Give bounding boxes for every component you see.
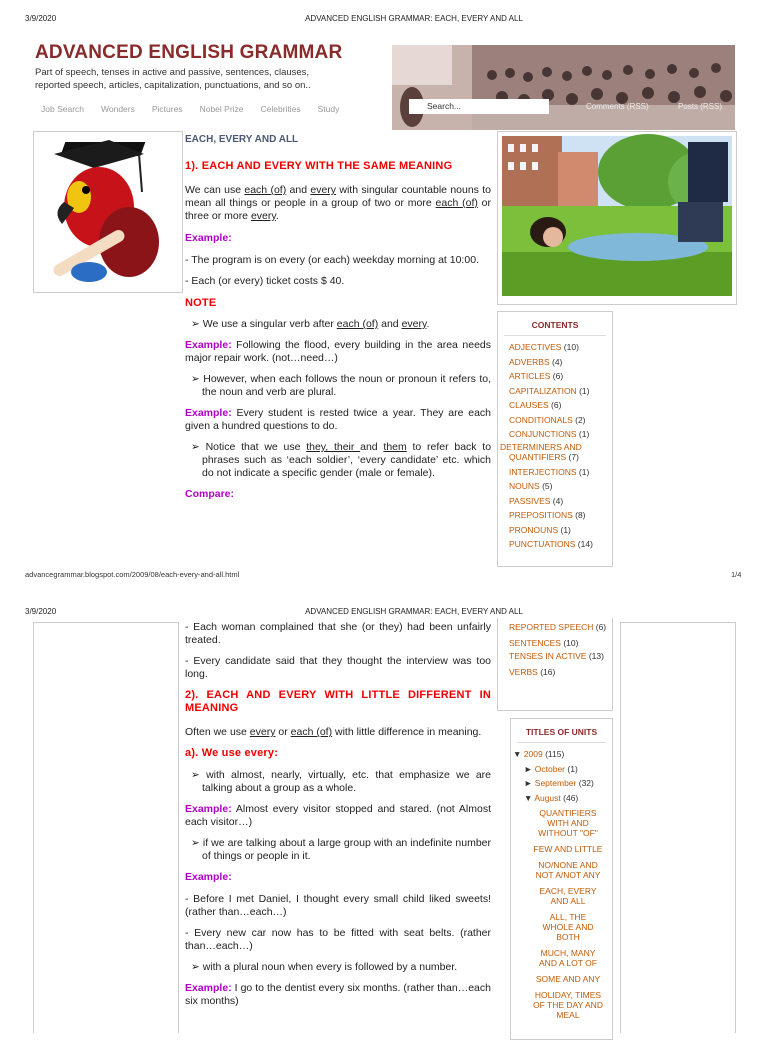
- example-label: Example:: [185, 871, 232, 883]
- archive-month-count: (1): [565, 763, 578, 774]
- nav-celebrities[interactable]: Celebrities: [260, 104, 301, 114]
- contents-item-count: (4): [550, 495, 564, 506]
- archive-post-link[interactable]: FEW AND LITTLE: [533, 844, 603, 854]
- archive-month-label[interactable]: September: [534, 778, 577, 788]
- archive-post-link[interactable]: ALL, THE WHOLE AND BOTH: [542, 912, 594, 942]
- print-date: 3/9/2020: [25, 607, 57, 616]
- contents-item[interactable]: [509, 636, 612, 651]
- example-text: - Every candidate said that they thought the interview was too long.: [185, 655, 491, 680]
- bullet-item: ➢ with a plural noun when every is followed by a number.: [191, 961, 458, 973]
- contents-item-count: (13): [586, 650, 604, 661]
- section-heading-1: 1). EACH AND EVERY WITH THE SAME MEANING: [185, 160, 453, 172]
- archive-posts: [513, 808, 612, 1020]
- contents-item-label[interactable]: DETERMINERS AND QUANTIFIERS: [500, 441, 582, 462]
- contents-item[interactable]: [509, 340, 612, 355]
- archive-months: [513, 762, 612, 806]
- contents-item[interactable]: [509, 355, 612, 370]
- paragraph: Often we use every or each (of) with little difference in meaning.: [185, 726, 482, 738]
- contents-item-count: (2): [572, 414, 586, 425]
- example-label: Example:: [185, 232, 232, 244]
- contents-widget: [497, 311, 613, 567]
- archive-title: TITLES OF UNITS: [517, 719, 606, 743]
- archive-month[interactable]: [513, 791, 612, 806]
- paragraph-intro: We can use each (of) and every with singular countable nouns to mean all things or people in a group of two or more each (of) or three or more every.: [185, 184, 491, 222]
- contents-item-label[interactable]: NOUNS: [509, 481, 540, 491]
- print-doc-title: ADVANCED ENGLISH GRAMMAR: EACH, EVERY AND ALL: [305, 14, 523, 23]
- contents-item-label[interactable]: CONDITIONALS: [509, 414, 573, 425]
- contents-item-label[interactable]: TENSES IN ACTIVE: [509, 650, 587, 661]
- archive-month[interactable]: [513, 762, 612, 777]
- archive-widget: [510, 718, 613, 1040]
- contents-item-count: (1): [576, 466, 590, 477]
- nav-pictures[interactable]: Pictures: [151, 104, 183, 114]
- contents-item-label[interactable]: INTERJECTIONS: [509, 466, 577, 477]
- example-paragraph: Example: Following the flood, every building in the area needs major repair work. (not…need…): [185, 339, 491, 364]
- expanded-arrow-icon[interactable]: ▼: [524, 792, 535, 803]
- contents-item-count: (16): [537, 666, 556, 677]
- archive-post-link[interactable]: NO/NONE AND NOT A/NOT ANY: [535, 860, 601, 880]
- archive-month-label[interactable]: August: [534, 792, 561, 803]
- contents-item-count: (8): [572, 510, 586, 520]
- contents-item[interactable]: [509, 508, 612, 523]
- contents-item[interactable]: [500, 442, 612, 462]
- bullet-item: ➢ with almost, nearly, virtually, etc. that emphasize we are talking about a group as a whole.: [191, 769, 492, 794]
- contents-item[interactable]: [509, 523, 612, 538]
- example-text: - The program is on every (or each) weekday morning at 10:00.: [185, 254, 479, 266]
- bullet-item: ➢ However, when each follows the noun or pronoun it refers to, the noun and verb are plural.: [191, 373, 492, 398]
- contents-item-label[interactable]: PUNCTUATIONS: [509, 539, 576, 549]
- archive-post-link[interactable]: HOLIDAY, TIMES OF THE DAY AND MEAL: [533, 990, 603, 1020]
- bullet-item: ➢ if we are talking about a large group with an indefinite number of things or people in it.: [191, 837, 491, 862]
- contents-item-label[interactable]: CAPITALIZATION: [509, 385, 577, 396]
- contents-item-label[interactable]: ADJECTIVES: [509, 342, 562, 352]
- subheading-a: a). We use every:: [185, 747, 279, 759]
- example-paragraph: Example: Almost every visitor stopped and stared. (not Almost each visitor…): [185, 803, 491, 828]
- example-text: - Every new car now has to be fitted with seat belts. (rather than…each…): [185, 927, 491, 952]
- archive-post-link[interactable]: SOME AND ANY: [535, 974, 601, 984]
- contents-item[interactable]: [509, 494, 612, 509]
- parrot-graduate-image: [33, 131, 183, 293]
- top-nav: [41, 104, 356, 114]
- contents-item-label[interactable]: ADVERBS: [509, 356, 550, 367]
- right-sidebar-box: [620, 622, 736, 1033]
- article-body-continued: [185, 621, 491, 1016]
- student-on-grass-image: [497, 131, 737, 305]
- section-heading-2: 2). EACH AND EVERY WITH LITTLE DIFFERENT IN MEANING: [185, 689, 491, 714]
- contents-list: [498, 618, 612, 679]
- contents-item[interactable]: [509, 465, 612, 480]
- contents-item-label[interactable]: ARTICLES: [509, 371, 551, 381]
- expanded-arrow-icon[interactable]: ▼: [513, 749, 522, 759]
- example-text: - Before I met Daniel, I thought every small child liked sweets! (rather than…each…): [185, 893, 491, 918]
- archive-year-2009[interactable]: ▼ 2009 (115): [513, 749, 565, 759]
- archive-month-count: (32): [576, 778, 594, 788]
- contents-item-count: (14): [575, 539, 593, 549]
- print-url: advancegrammar.blogspot.com/2009/08/each-every-and-all.html: [25, 570, 240, 579]
- contents-item-count: (10): [560, 638, 579, 648]
- archive-post-link[interactable]: MUCH, MANY AND A LOT OF: [539, 948, 597, 968]
- contents-item[interactable]: [509, 369, 612, 384]
- example-paragraph: Example: I go to the dentist every six months. (rather than…each six months): [185, 982, 491, 1007]
- contents-item[interactable]: [509, 398, 612, 413]
- contents-title: CONTENTS: [504, 312, 606, 336]
- contents-item[interactable]: [509, 665, 612, 680]
- posts-rss-link[interactable]: Posts (RSS): [678, 102, 723, 111]
- contents-item-label[interactable]: PRONOUNS: [509, 524, 559, 535]
- example-paragraph: Example: Every student is rested twice a year. They are each given a hundred questions to do.: [185, 407, 491, 432]
- contents-item[interactable]: [509, 479, 612, 494]
- archive-tree: [511, 743, 612, 1020]
- contents-item-count: (6): [550, 371, 564, 381]
- compare-label: Compare:: [185, 488, 235, 500]
- print-date: 3/9/2020: [25, 14, 57, 23]
- contents-item-label[interactable]: CONJUNCTIONS: [509, 429, 577, 439]
- contents-list: [498, 336, 612, 552]
- contents-item[interactable]: [509, 537, 612, 552]
- blog-title[interactable]: ADVANCED ENGLISH GRAMMAR: [35, 42, 343, 63]
- nav-job-search[interactable]: Job Search: [41, 104, 84, 114]
- comments-rss-link[interactable]: Comments (RSS): [586, 102, 649, 111]
- print-doc-title: ADVANCED ENGLISH GRAMMAR: EACH, EVERY AND ALL: [305, 607, 523, 616]
- contents-item[interactable]: [509, 427, 612, 442]
- contents-item-count: (1): [576, 429, 590, 439]
- blog-description: Part of speech, tenses in active and passive, sentences, clauses, reported speech, articles, capitalization, punctuations, and so on..: [35, 67, 311, 91]
- contents-item-label[interactable]: CLAUSES: [509, 400, 549, 410]
- contents-item-count: (10): [561, 342, 579, 352]
- contents-item[interactable]: [509, 384, 612, 399]
- contents-item-label[interactable]: PASSIVES: [509, 495, 551, 506]
- contents-item-label[interactable]: REPORTED SPEECH: [509, 622, 594, 632]
- nav-nobel-prize[interactable]: Nobel Prize: [199, 104, 244, 114]
- example-text: - Each woman complained that she (or they) had been unfairly treated.: [185, 621, 491, 646]
- archive-month[interactable]: [513, 776, 612, 791]
- example-text: - Each (or every) ticket costs $ 40.: [185, 275, 345, 287]
- nav-wonders[interactable]: Wonders: [101, 104, 135, 114]
- contents-item-count: (4): [549, 356, 563, 367]
- contents-item[interactable]: [509, 622, 612, 633]
- print-page-number: 1/4: [731, 570, 742, 579]
- left-sidebar-box: [33, 622, 179, 1033]
- contents-item-count: (6): [548, 400, 562, 410]
- bullet-item: ➢ Notice that we use they, their and them to refer back to phrases such as ‘each soldier’, ‘every candidate’ etc. which do not indicate a specific gender (male or female).: [191, 441, 492, 479]
- classroom-banner-image: [392, 45, 735, 130]
- nav-study[interactable]: Study: [317, 104, 340, 114]
- contents-item[interactable]: [509, 413, 612, 428]
- contents-item-count: (1): [558, 524, 571, 535]
- archive-post-link[interactable]: QUANTIFIERS WITH AND WITHOUT "OF": [538, 808, 598, 838]
- search-input[interactable]: Search...: [409, 99, 549, 114]
- article-body: [185, 133, 491, 509]
- contents-item-count: (6): [593, 622, 607, 632]
- pdf-page-2: [0, 600, 768, 1024]
- archive-month-count: (46): [560, 792, 579, 803]
- bullet-item: ➢ We use a singular verb after each (of) and every.: [191, 318, 430, 330]
- contents-item-count: (7): [566, 451, 579, 462]
- post-title[interactable]: EACH, EVERY AND ALL: [185, 134, 299, 145]
- contents-item-count: (5): [539, 481, 553, 491]
- note-heading: NOTE: [185, 297, 217, 309]
- archive-post-link[interactable]: EACH, EVERY AND ALL: [539, 886, 597, 906]
- collapsed-arrow-icon[interactable]: ►: [524, 778, 535, 788]
- contents-item-label[interactable]: VERBS: [509, 666, 538, 677]
- contents-item-count: (1): [576, 385, 590, 396]
- contents-widget-continued: [497, 618, 613, 711]
- contents-item-label[interactable]: PREPOSITIONS: [509, 510, 573, 520]
- contents-item[interactable]: [509, 651, 612, 662]
- contents-item-label[interactable]: SENTENCES: [509, 638, 561, 648]
- collapsed-arrow-icon[interactable]: ►: [524, 763, 535, 774]
- archive-month-label[interactable]: October: [534, 763, 566, 774]
